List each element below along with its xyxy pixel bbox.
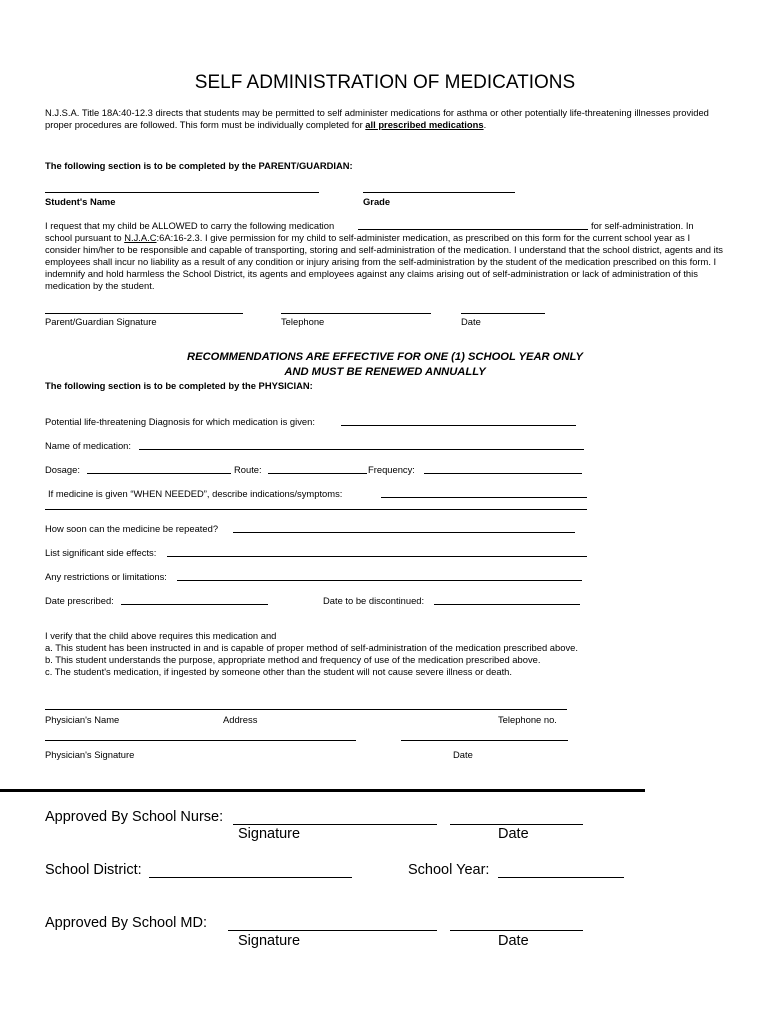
date-discontinued-label: Date to be discontinued:: [323, 595, 425, 606]
intro-text: N.J.S.A. Title 18A:40-12.3 directs that students may be permitted to self administer medications for asthma or other potentially life-threatening illnesses provided proper procedures are followed. This form must be individually completed for: [45, 107, 709, 130]
medication-name-field[interactable]: [139, 449, 584, 450]
when-needed-label: If medicine is given “WHEN NEEDED”, describe indications/symptoms:: [48, 488, 343, 499]
frequency-field[interactable]: [424, 473, 582, 474]
request-text-c: school pursuant to: [45, 232, 125, 243]
recommendations-line-1: RECOMMENDATIONS ARE EFFECTIVE FOR ONE (1) SCHOOL YEAR ONLY: [187, 351, 583, 363]
grade-field[interactable]: [363, 192, 515, 193]
dosage-field[interactable]: [87, 473, 231, 474]
verify-intro: I verify that the child above requires this medication and: [45, 630, 277, 641]
route-label: Route:: [234, 464, 262, 475]
request-text-b: for self-administration. In: [591, 220, 694, 231]
parent-date-field[interactable]: [461, 313, 545, 314]
section-divider: [0, 789, 645, 792]
repeat-label: How soon can the medicine be repeated?: [45, 523, 219, 534]
verify-c: c. The student's medication, if ingested by someone other than the student will not cause severe illness or death.: [45, 666, 512, 677]
diagnosis-field[interactable]: [341, 425, 576, 426]
student-name-label: Student's Name: [45, 196, 116, 207]
school-district-label: School District:: [45, 862, 142, 878]
nurse-approval-label: Approved By School Nurse:: [45, 809, 224, 825]
physician-info-field[interactable]: [45, 709, 567, 710]
nurse-date-field[interactable]: [450, 824, 583, 825]
date-prescribed-field[interactable]: [121, 604, 268, 605]
parent-telephone-field[interactable]: [281, 313, 431, 314]
nurse-signature-label: Signature: [238, 826, 301, 842]
md-signature-label: Signature: [238, 933, 301, 949]
parent-signature-label: Parent/Guardian Signature: [45, 316, 157, 327]
repeat-field[interactable]: [233, 532, 575, 533]
physician-signature-label: Physician's Signature: [45, 749, 135, 760]
restrictions-label: Any restrictions or limitations:: [45, 571, 167, 582]
medication-request-field[interactable]: [358, 229, 588, 230]
request-paragraph: [45, 232, 728, 292]
parent-date-label: Date: [461, 316, 481, 327]
side-effects-field[interactable]: [167, 556, 587, 557]
physician-signature-field[interactable]: [45, 740, 356, 741]
nurse-signature-field[interactable]: [233, 824, 437, 825]
md-signature-field[interactable]: [228, 930, 437, 931]
school-district-field[interactable]: [149, 877, 352, 878]
grade-label: Grade: [363, 196, 391, 207]
parent-section-heading: The following section is to be completed by the PARENT/GUARDIAN:: [45, 160, 353, 171]
njac-reference: N.J.A.C: [124, 232, 157, 243]
restrictions-field[interactable]: [177, 580, 582, 581]
nurse-date-label: Date: [498, 826, 529, 842]
parent-signature-field[interactable]: [45, 313, 243, 314]
physician-address-label: Address: [223, 714, 258, 725]
route-field[interactable]: [268, 473, 367, 474]
school-year-label: School Year:: [408, 862, 490, 878]
diagnosis-label: Potential life-threatening Diagnosis for which medication is given:: [45, 416, 315, 427]
physician-section-heading: The following section is to be completed by the PHYSICIAN:: [45, 380, 313, 391]
md-date-field[interactable]: [450, 930, 583, 931]
frequency-label: Frequency:: [368, 464, 415, 475]
intro-emphasis: all prescribed medications: [365, 119, 484, 130]
request-text-a: I request that my child be ALLOWED to carry the following medication: [45, 220, 335, 231]
physician-date-label: Date: [453, 749, 473, 760]
dosage-label: Dosage:: [45, 464, 80, 475]
md-date-label: Date: [498, 933, 529, 949]
side-effects-label: List significant side effects:: [45, 547, 157, 558]
when-needed-field-2[interactable]: [45, 509, 587, 510]
medication-name-label: Name of medication:: [45, 440, 131, 451]
school-year-field[interactable]: [498, 877, 624, 878]
md-approval-label: Approved By School MD:: [45, 915, 207, 931]
physician-date-field[interactable]: [401, 740, 568, 741]
verify-a: a. This student has been instructed in and is capable of proper method of self-administration of the medication prescribed above.: [45, 642, 578, 653]
request-text-d: :6A:16-2.3. I give permission for my child to self-administer medication, as prescribed on this form for the current school year as I consider him/her to be responsible and capable of transporting, storing and self-administration of the medication. I understand that the school district, agents and its employees shall incur no liability as a result of any condition or injury arising from the self-administration by the student of the medication prescribed on this form. I indemnify and hold harmless the School District, its agents and employees against any claims arising out of self-administration or lack of administration of this medication by the student.: [45, 232, 723, 291]
physician-telephone-label: Telephone no.: [498, 714, 557, 725]
date-discontinued-field[interactable]: [434, 604, 580, 605]
student-name-field[interactable]: [45, 192, 319, 193]
form-title: SELF ADMINISTRATION OF MEDICATIONS: [194, 72, 576, 93]
intro-paragraph: [45, 107, 735, 131]
verify-b: b. This student understands the purpose, appropriate method and frequency of use of the medication prescribed above.: [45, 654, 541, 665]
date-prescribed-label: Date prescribed:: [45, 595, 114, 606]
physician-name-label: Physician's Name: [45, 714, 120, 725]
intro-end: .: [483, 119, 487, 130]
recommendations-line-2: AND MUST BE RENEWED ANNUALLY: [284, 366, 486, 378]
parent-telephone-label: Telephone: [281, 316, 325, 327]
when-needed-field[interactable]: [381, 497, 587, 498]
